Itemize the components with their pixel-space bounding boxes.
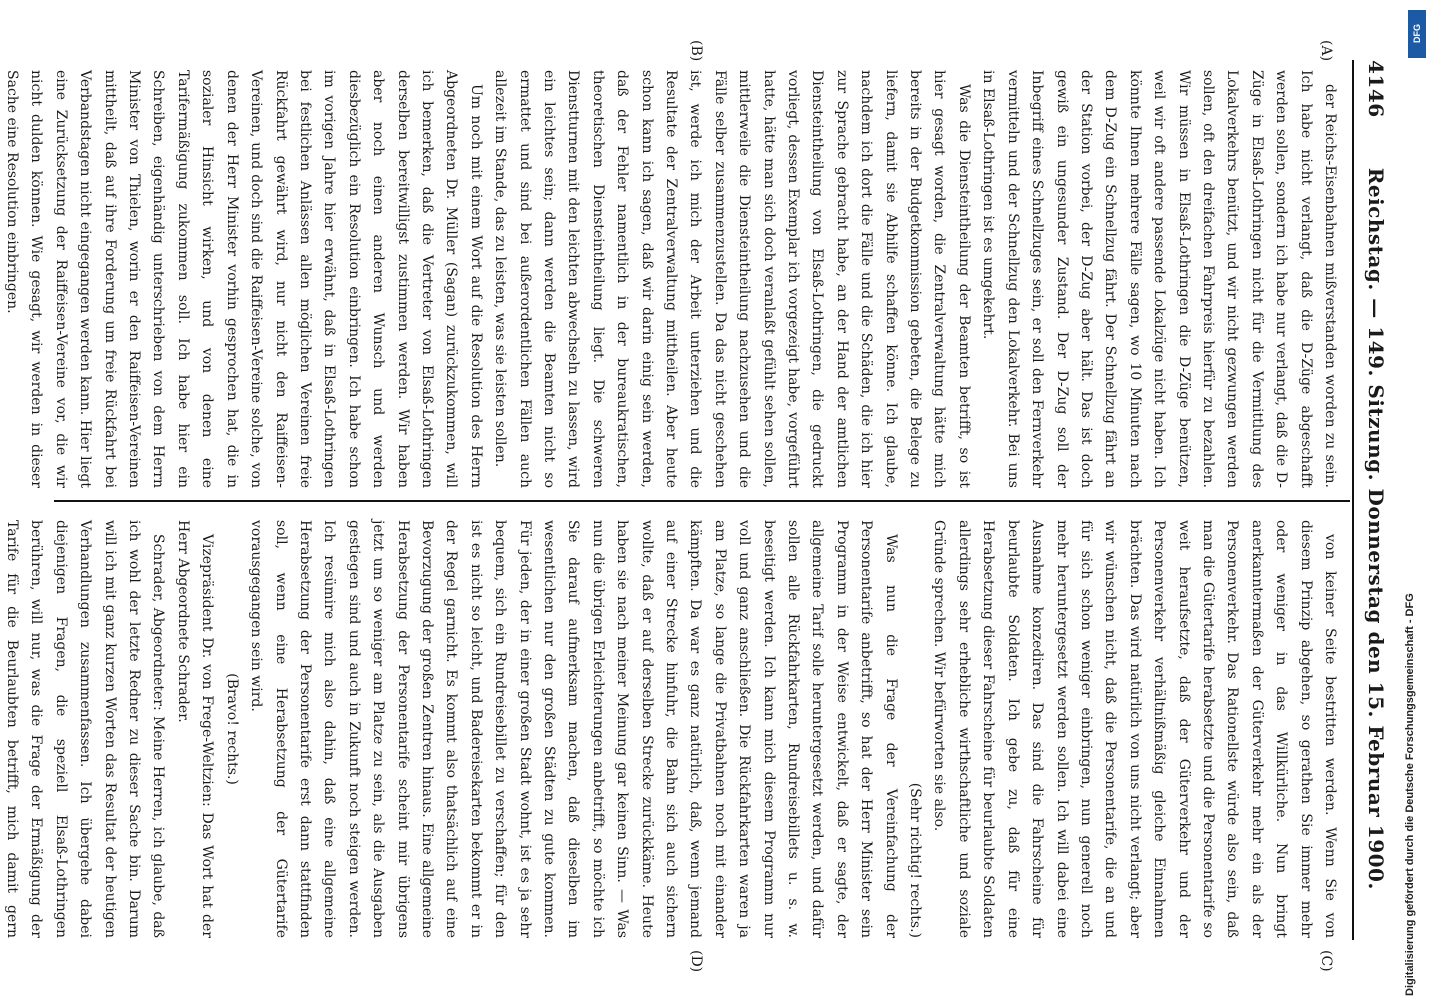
paragraph: Schrader, Abgeordneter: Meine Herren, ich glaube, daß ich wohl der letzte Redner zu dieser Sache bin. Darum will ich mit ganz kurzen Worten das Resultat der heutigen Verhandlungen zusammenfassen. Ich übergehe dabei diejenigen Fragen, die speziell Elsaß-Lothringen berühren, will nur, was die Frage der Ermäßigung der Tarife für die Beurlaubten betrifft, mich damit gern (4, 520, 167, 938)
column-divider (54, 500, 1350, 502)
speaker-announcement: Vizepräsident Dr. von Frege-Weltzien: Das Wort hat der Herr Abgeordnete Schrader. (174, 520, 216, 938)
paragraph: Was die Diensteintheilung der Beamten betrifft, so ist hier gesagt worden, die Zentralverwaltung hätte mich bereits in der Budgetkommission gebeten, die Belege zu liefern, damit sie Abhilfe schaffen könne. Ich glaube, nachdem ich dort die Fälle und die Schäden, die ich hier zur Sprache gebracht habe, an der Hand der amtlichen Diensteintheilung von Elsaß-Lothringen, die gedruckt vorliegt, dessen Exemplar ich vorgezeigt habe, vorgeführt hatte, hätte man sich doch veranlaßt gefühlt sehen sollen, mittlerweile die Diensteintheilung nachzusehen und die Fälle selber zusammenzustellen. Da das nicht geschehen ist, werde ich mich der Arbeit unterziehen und die Resultate der Zentralverwaltung mittheilen. Aber heute schon kann ich sagen, daß wir darin einig sein werden, daß der Fehler namentlich in der bureaukratischen, theoretischen Diensteintheilung liegt. Die schweren Dienstturnen mit den leichten abwechseln zu lassen, wird ein leichtes sein; dann werden die Beamten nicht so ermattet und sind bei außerordentlichen Fällen auch allezeit im Stande, das zu leisten, was sie leisten sollen. (492, 70, 972, 488)
right-column (4, 520, 1342, 938)
margin-marker-d: (D) (688, 950, 704, 973)
page-title: Reichstag. — 149. Sitzung. Donnerstag den 15. Februar 1900. (1364, 167, 1388, 890)
margin-marker-b: (B) (688, 40, 704, 62)
margin-marker-a: (A) (1318, 40, 1334, 62)
dfg-credit-text: Digitalisierung gefördert durch die Deutsche Forschungsgemeinschaft - DFG (1404, 593, 1416, 996)
paragraph: Was nun die Frage der Vereinfachung der Personentarife anbetrifft, so hat der Herr Minister sein Programm in der Weise entwickelt, daß er sagte, der allgemeine Tarif solle heruntergesetzt werden, und dafür sollen alle Rückfahrkarten, Rundreisebillets u. s. w. beseitigt werden. Ich kann mich diesem Programm nur voll und ganz anschließen. Die Rückfahrkarten waren ja am Platze, so lange die Privatbahnen noch mit einander kämpften. Da war es ganz natürlich, daß, wenn jemand auf einer Strecke hinfuhr, die Bahn sich auch sichern wollte, daß er auf derselben Strecke zurückkäme. Heute haben sie nach meiner Meinung gar keinen Sinn. — Was nun die übrigen Erleichterungen anbetrifft, so möchte ich Sie darauf aufmerksam machen, daß dieselben im wesentlichen nur den großen Städten zu gute kommen. Für jeden, der in einer großen Stadt wohnt, ist es ja sehr bequem, sich ein Rundreisebillet zu verschaffen; für den ist es nicht so leicht, und Badereisekarten bekommt er in der Regel garnicht. Es kommt also thatsächlich auf eine Bevorzugung der großen Zentren hinaus. Eine allgemeine Herabsetzung der Personentarife scheint mir übrigens jetzt um so weniger am Platze zu sein, als die Ausgaben gestiegen sind und auch in Zukunft noch steigen werden. Ich resümire mich also dahin, daß eine allgemeine Herabsetzung der Personentarife erst dann stattfinden soll, wenn eine Herabsetzung der Gütertarife vorausgegangen sein wird. (248, 520, 899, 938)
page-header (1358, 60, 1394, 940)
header-rule (1352, 60, 1354, 940)
margin-marker-c: (C) (1318, 950, 1334, 972)
dfg-credit-strip (1404, 6, 1432, 996)
interjection: (Bravo! rechts.) (223, 673, 240, 785)
interjection: (Sehr richtig! rechts.) (907, 782, 924, 938)
left-column (4, 70, 1342, 488)
paragraph: von keiner Seite bestritten werden. Wenn Sie von diesem Prinzip abgehen, so gerathen Sie immer mehr oder weniger in das Willkürliche. Nun bringt anerkanntermaßen der Güterverkehr mehr ein als der Personenverkehr. Das Rationellste würde also sein, daß man die Gütertarife herabsetzte und die Personentarife so weit heraufsetzte, daß der Güterverkehr und der Personenverkehr verhältnißmäßig gleiche Einnahmen brächten. Das wird natürlich von uns nicht verlangt; aber wir wünschen nicht, daß die Personentarife, die an und für sich schon weniger einbringen, nun generell noch mehr heruntergesetzt werden sollen. Ich will dabei eine Ausnahme konzediren. Das sind die Fahrscheine für beurlaubte Soldaten. Ich gebe zu, daß für eine Herabsetzung dieser Fahrscheine für beurlaubte Soldaten allerdings sehr erhebliche wirthschaftliche und soziale Gründe sprechen. Wir befürworten sie also. (931, 520, 1338, 938)
page-number: 4146 (1364, 60, 1388, 118)
paragraph: der Reichs-Eisenbahnen mißverstanden worden zu sein. Ich habe nicht verlangt, daß die D-Züge abgeschafft werden sollen, sondern ich habe nur verlangt, daß die D-Züge in Elsaß-Lothringen nicht für die Vermittlung des Lokalverkehrs benützt, und wir nicht gezwungen werden sollen, oft den dreifachen Fahrpreis hierfür zu bezahlen. Wir müssen in Elsaß-Lothringen die D-Züge benützen, weil wir oft andere passende Lokalzüge nicht haben. Ich könnte Ihnen mehrere Fälle sagen, wo 10 Minuten nach dem D-Zug ein Schnellzug fährt. Der Schnellzug fährt an der Station vorbei, der D-Zug aber hält. Das ist doch gewiß ein ungesunder Zustand. Der D-Zug soll der Inbegriff eines Schnellzuges sein, er soll den Fernverkehr vermitteln und der Schnellzug den Lokalverkehr. Bei uns in Elsaß-Lothringen ist es umgekehrt. (980, 70, 1338, 488)
dfg-logo: DFG (1408, 10, 1426, 58)
paragraph: Um noch mit einem Wort auf die Resolution des Herrn Abgeordneten Dr. Müller (Sagan) zurückzukommen, will ich bemerken, daß die Vertreter von Elsaß-Lothringen derselben bereitwilligst zustimmen werden. Wir haben aber noch einen anderen Wunsch und werden diesbezüglich ein Resolution einbringen. Ich habe schon im vorigen Jahre hier erwähnt, daß in Elsaß-Lothringen bei festlichen Anlässen allen möglichen Vereinen freie Rückfahrt gewährt wird, nur nicht den Raiffeisen-Vereinen, und doch sind die Raiffeisen-Vereine solche, von denen der Herr Minister vorhin gesprochen hat, die in sozialer Hinsicht wirken, und von denen eine Tarifermäßigung zukommen soll. Ich habe hier ein Schreiben, eigenhändig unterschrieben von dem Herrn Minister von Thielen, worin er den Raiffeisen-Vereinen mittheilt, daß auf ihre Forderung um freie Rückfahrt bei Verbandstagen nicht eingegangen werden kann. Hier liegt eine Zurücksetzung der Raiffeisen-Vereine vor, die wir nicht dulden können. Wie gesagt, wir werden in dieser Sache eine Resolution einbringen. (4, 70, 484, 488)
